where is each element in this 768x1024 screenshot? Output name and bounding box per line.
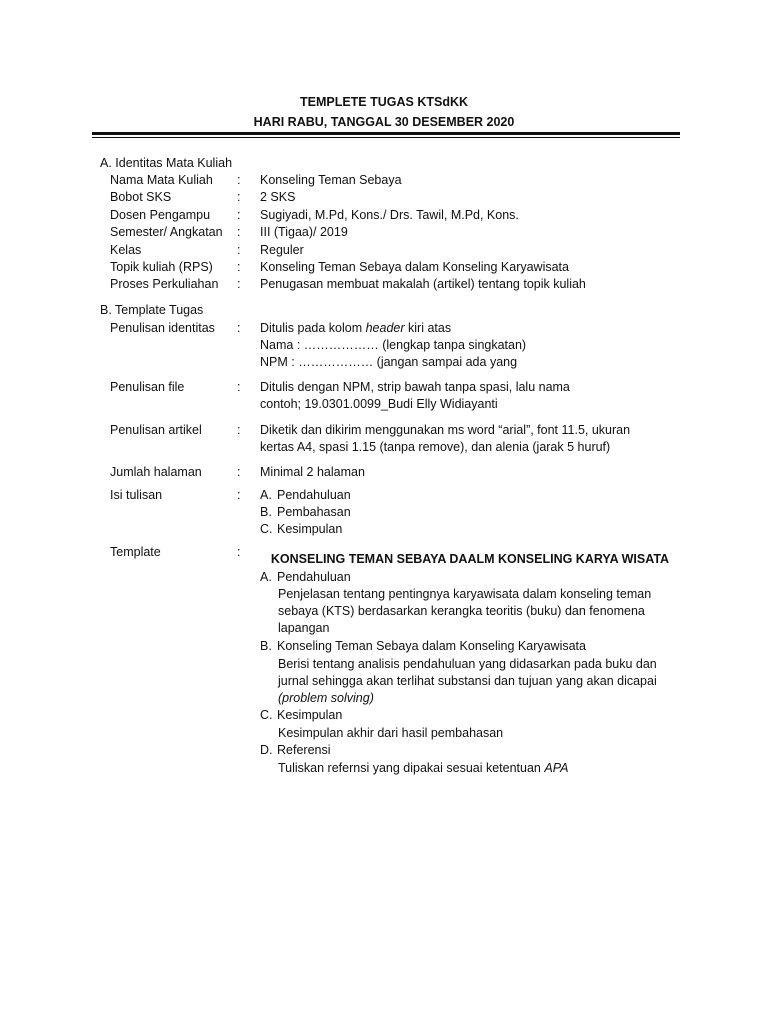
row-label: Nama Mata Kuliah	[110, 173, 213, 187]
row-label: Bobot SKS	[110, 190, 172, 204]
template-b-line-2: jurnal sehingga akan terlihat substansi dan tujuan yang akan dicapai	[278, 674, 657, 688]
artikel-line-2: kertas A4, spasi 1.15 (tanpa remove), dan alenia (jarak 5 huruf)	[260, 440, 611, 454]
list-item: A. Pendahuluan	[260, 488, 351, 502]
row-value: Reguler	[260, 243, 304, 257]
row-value: Konseling Teman Sebaya	[260, 173, 402, 187]
isi-colon: :	[237, 488, 241, 502]
template-a-line-3: lapangan	[278, 621, 330, 635]
row-label: Proses Perkuliahan	[110, 277, 219, 291]
row-value: Konseling Teman Sebaya dalam Konseling Karyawisata	[260, 260, 569, 274]
template-c-line-1: Kesimpulan akhir dari hasil pembahasan	[278, 726, 504, 740]
file-label: Penulisan file	[110, 380, 185, 394]
file-line-2: contoh; 19.0301.0099_Budi Elly Widiayanti	[260, 397, 498, 411]
row-label: Semester/ Angkatan	[110, 225, 223, 239]
document-title: TEMPLETE TUGAS KTSdKK	[299, 95, 469, 109]
template-title: KONSELING TEMAN SEBAYA DAALM KONSELING KARYA WISATA	[270, 552, 670, 566]
header-rule-thin	[92, 137, 680, 138]
section-a-heading: A. Identitas Mata Kuliah	[100, 156, 233, 170]
row-value: III (Tigaa)/ 2019	[260, 225, 348, 239]
template-b-line-1: Berisi tentang analisis pendahuluan yang didasarkan pada buku dan	[278, 657, 657, 671]
row-label: Dosen Pengampu	[110, 208, 211, 222]
identitas-line-3: NPM : ……………… (jangan sampai ada yang	[260, 355, 518, 369]
template-item-b: B. Konseling Teman Sebaya dalam Konseling Karyawisata	[260, 639, 586, 653]
document-date: HARI RABU, TANGGAL 30 DESEMBER 2020	[253, 115, 515, 129]
list-item: B. Pembahasan	[260, 505, 351, 519]
artikel-label: Penulisan artikel	[110, 423, 202, 437]
jumlah-label: Jumlah halaman	[110, 465, 202, 479]
template-a-line-2: sebaya (KTS) berdasarkan kerangka teoritis (buku) dan fenomena	[278, 604, 645, 618]
identitas-colon: :	[237, 321, 241, 335]
jumlah-value: Minimal 2 halaman	[260, 465, 365, 479]
row-colon: :	[237, 277, 241, 291]
row-value: 2 SKS	[260, 190, 296, 204]
row-colon: :	[237, 173, 241, 187]
identitas-label: Penulisan identitas	[110, 321, 215, 335]
row-value: Sugiyadi, M.Pd, Kons./ Drs. Tawil, M.Pd, Kons.	[260, 208, 519, 222]
identitas-line-1: Ditulis pada kolom header kiri atas	[260, 321, 452, 335]
row-colon: :	[237, 208, 241, 222]
list-item: C. Kesimpulan	[260, 522, 343, 536]
row-colon: :	[237, 225, 241, 239]
template-b-line-3: (problem solving)	[278, 691, 374, 705]
artikel-line-1: Diketik dan dikirim menggunakan ms word “arial”, font 11.5, ukuran	[260, 423, 631, 437]
jumlah-colon: :	[237, 465, 241, 479]
identitas-line-2: Nama : ……………… (lengkap tanpa singkatan)	[260, 338, 527, 352]
row-label: Topik kuliah (RPS)	[110, 260, 213, 274]
template-item-c: C. Kesimpulan	[260, 708, 343, 722]
row-colon: :	[237, 243, 241, 257]
template-item-a: A. Pendahuluan	[260, 570, 351, 584]
template-d-line-1: Tuliskan refernsi yang dipakai sesuai ketentuan APA	[278, 761, 569, 775]
row-colon: :	[237, 260, 241, 274]
template-label: Template	[110, 545, 161, 559]
file-colon: :	[237, 380, 241, 394]
file-line-1: Ditulis dengan NPM, strip bawah tanpa spasi, lalu nama	[260, 380, 570, 394]
template-a-line-1: Penjelasan tentang pentingnya karyawisata dalam konseling teman	[278, 587, 652, 601]
isi-label: Isi tulisan	[110, 488, 163, 502]
row-value: Penugasan membuat makalah (artikel) tentang topik kuliah	[260, 277, 586, 291]
header-rule-thick	[92, 132, 680, 135]
row-label: Kelas	[110, 243, 142, 257]
row-colon: :	[237, 190, 241, 204]
template-item-d: D. Referensi	[260, 743, 331, 757]
artikel-colon: :	[237, 423, 241, 437]
template-colon: :	[237, 545, 241, 559]
section-b-heading: B. Template Tugas	[100, 303, 204, 317]
